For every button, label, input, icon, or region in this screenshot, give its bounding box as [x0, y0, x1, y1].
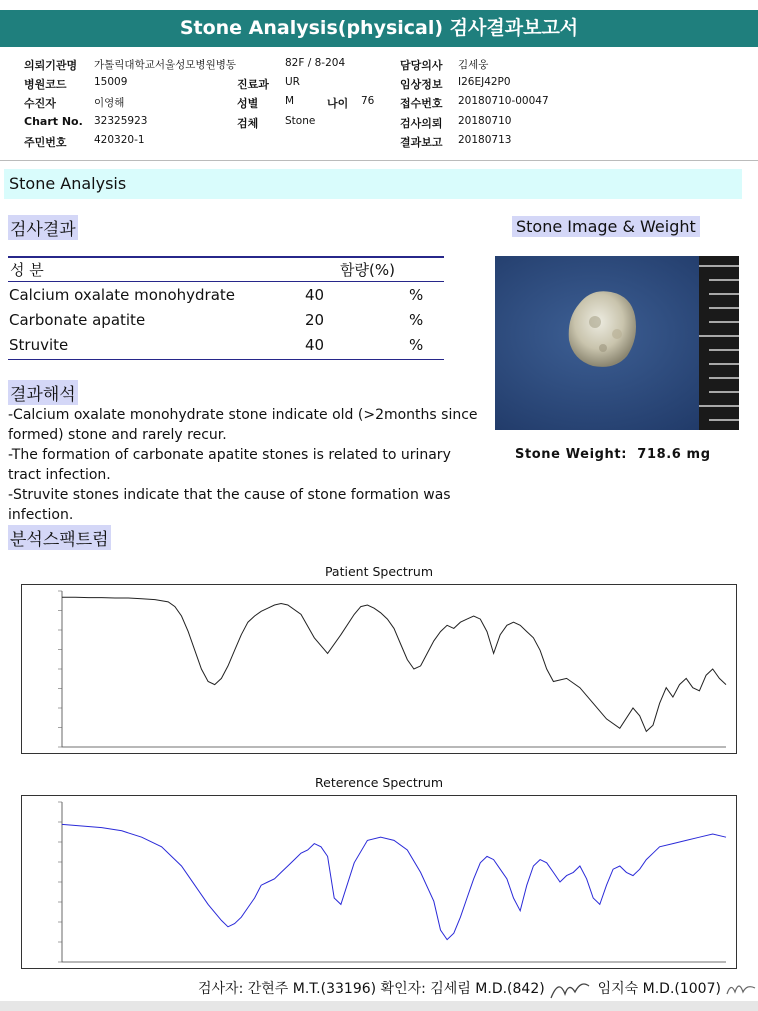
- label-requester: 의뢰기관명: [24, 59, 78, 72]
- label-report-date: 결과보고: [400, 136, 443, 149]
- interpretation-line: -Calcium oxalate monohydrate stone indicate old (>2months since formed) stone and rarely recur.: [8, 407, 478, 443]
- patient-spectrum-chart: [22, 585, 736, 753]
- label-patient: 수진자: [24, 97, 56, 110]
- label-age: 나이: [327, 97, 349, 110]
- report-title: Stone Analysis(physical) 검사결과보고서: [0, 10, 758, 47]
- interpretation-line: -The formation of carbonate apatite stones is related to urinary tract infection.: [8, 447, 451, 483]
- value-report-date: 20180713: [458, 134, 512, 146]
- footer-director: 임지숙 M.D.(1007): [597, 981, 721, 997]
- value-dept: UR: [285, 76, 300, 88]
- table-top-rule: [8, 256, 444, 258]
- label-doctor: 담당의사: [400, 59, 443, 72]
- footer-staff: 검사자: 간현주 M.T.(33196) 확인자: 김세림 M.D.(842): [198, 981, 545, 997]
- result-value: 20: [305, 311, 325, 329]
- weight-label: Stone Weight:: [515, 447, 628, 462]
- value-hospital-code: 15009: [94, 76, 128, 88]
- label-resident-no: 주민번호: [24, 136, 67, 149]
- image-heading: Stone Image & Weight: [512, 216, 700, 237]
- result-name: Struvite: [9, 336, 69, 354]
- signature-mark: [725, 978, 758, 1000]
- spectrum-series-line: [62, 597, 726, 731]
- value-ward: 82F / 8-204: [285, 57, 346, 69]
- value-request-date: 20180710: [458, 115, 512, 127]
- label-dept: 진료과: [237, 78, 269, 91]
- chart-axis: [62, 802, 726, 962]
- value-requester: 가톨릭대학교서울성모병원병동: [94, 59, 237, 71]
- result-name: Calcium oxalate monohydrate: [9, 286, 236, 304]
- value-resident-no: 420320-1: [94, 134, 145, 146]
- section-title: Stone Analysis: [9, 174, 127, 193]
- label-request-date: 검사의뢰: [400, 117, 443, 130]
- result-unit: %: [409, 311, 424, 329]
- value-chart-no: 32325923: [94, 115, 148, 127]
- reference-spectrum-chart: [22, 796, 736, 968]
- value-clinical-info: I26EJ42P0: [458, 76, 511, 88]
- chart-axis: [62, 591, 726, 747]
- result-value: 40: [305, 336, 325, 354]
- stone-photo: [495, 256, 739, 430]
- reference-spectrum-title: Reterence Spectrum: [315, 775, 443, 790]
- result-unit: %: [409, 336, 424, 354]
- value-accession-no: 20180710-00047: [458, 95, 549, 107]
- result-unit: %: [409, 286, 424, 304]
- stone-weight: [515, 447, 711, 462]
- label-accession-no: 접수번호: [400, 97, 443, 110]
- value-patient: 이영해: [94, 97, 125, 109]
- bottom-strip: [0, 1001, 758, 1011]
- table-bottom-rule: [8, 359, 444, 360]
- result-value: 40: [305, 286, 325, 304]
- interpretation-heading: 결과해석: [8, 380, 78, 405]
- col-header-component: 성 분: [10, 261, 44, 279]
- interpretation-line: -Struvite stones indicate that the cause of stone formation was infection.: [8, 487, 451, 523]
- footer-signatures: [198, 976, 758, 1002]
- label-chart-no: Chart No.: [24, 115, 83, 128]
- label-clinical-info: 임상정보: [400, 78, 443, 91]
- signature-mark: [549, 976, 593, 1002]
- value-doctor: 김세웅: [458, 59, 489, 71]
- patient-info-block: [0, 54, 758, 152]
- spectrum-series-line: [62, 824, 726, 939]
- label-hospital-code: 병원코드: [24, 78, 67, 91]
- table-header-rule: [8, 281, 444, 282]
- spectrum-heading: 분석스팩트럼: [8, 525, 111, 550]
- col-header-content: 함량(%): [340, 261, 395, 279]
- patient-spectrum-box: [21, 584, 737, 754]
- divider: [0, 160, 758, 161]
- value-specimen: Stone: [285, 115, 316, 127]
- result-name: Carbonate apatite: [9, 311, 146, 329]
- results-heading: 검사결과: [8, 215, 78, 240]
- value-age: 76: [361, 95, 375, 107]
- weight-value: 718.6 mg: [637, 447, 711, 462]
- label-specimen: 검체: [237, 117, 259, 130]
- label-sex: 성별: [237, 97, 259, 110]
- reference-spectrum-box: [21, 795, 737, 969]
- value-sex: M: [285, 95, 295, 107]
- patient-spectrum-title: Patient Spectrum: [324, 564, 434, 579]
